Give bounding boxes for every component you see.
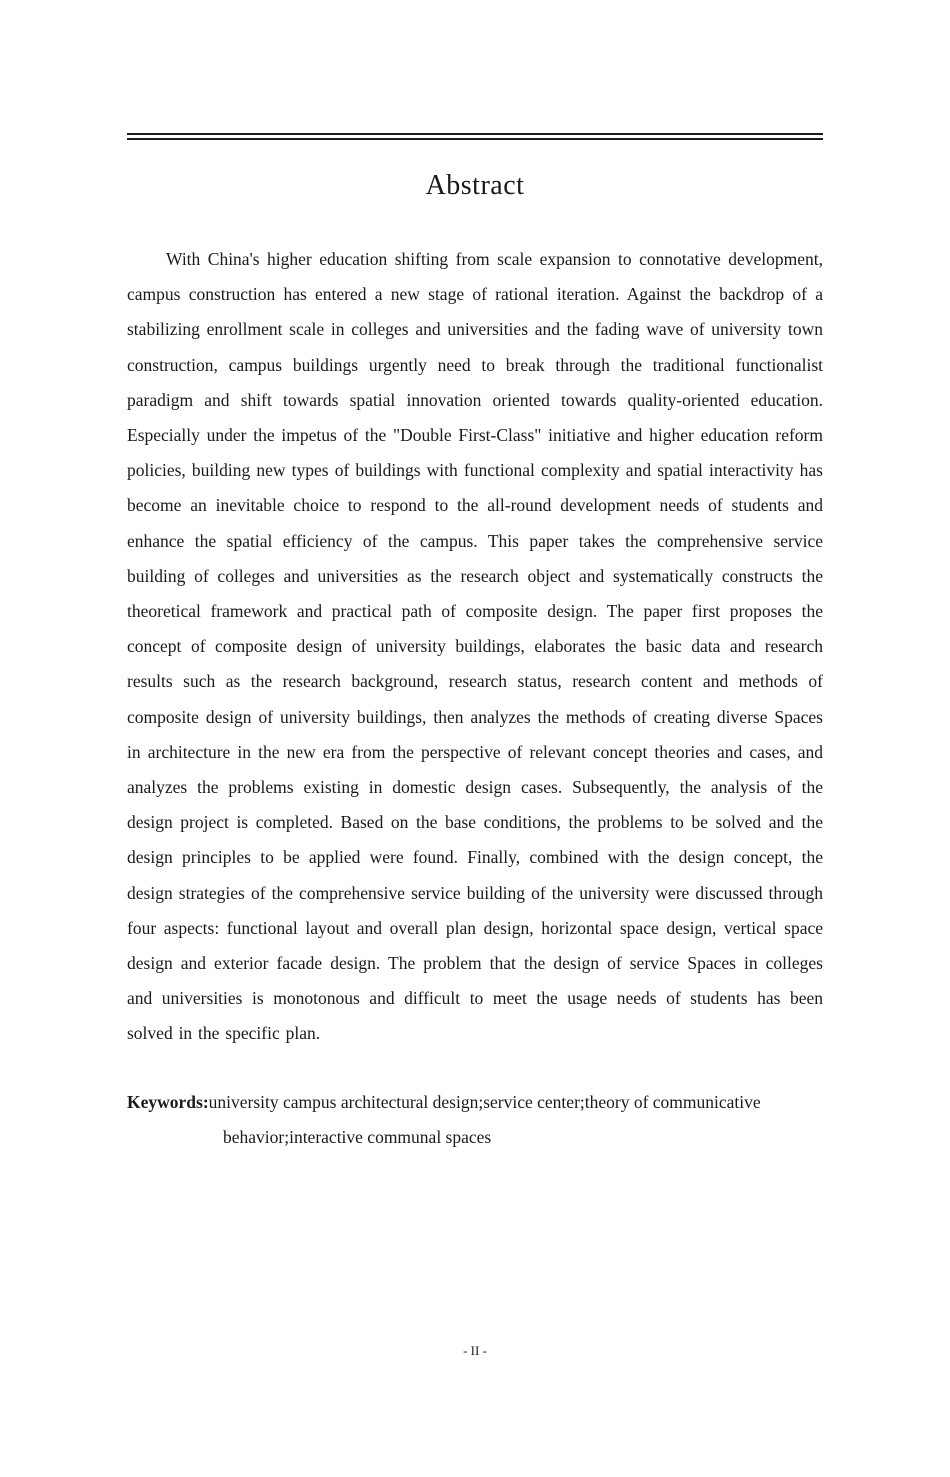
document-page (127, 133, 823, 1155)
keywords-block (127, 1085, 823, 1155)
page-title: Abstract (425, 170, 525, 201)
header-double-rule (127, 133, 823, 140)
keywords-text: university campus architectural design;service center;theory of communicative behavior;interactive communal spaces (208, 1091, 761, 1147)
abstract-paragraph: With China's higher education shifting from scale expansion to connotative development, campus construction has entered a new stage of rational iteration. Against the backdrop of a stabilizing enrollment scale in colleges and universities and the fading wave of university town construction, campus buildings urgently need to break through the traditional functionalist paradigm and shift towards spatial innovation oriented towards quality-oriented education. Especially under the impetus of the "Double First-Class" initiative and higher education reform policies, building new types of buildings with functional complexity and spatial interactivity has become an inevitable choice to respond to the all-round development needs of students and enhance the spatial efficiency of the campus. This paper takes the comprehensive service building of colleges and universities as the research object and systematically constructs the theoretical framework and practical path of composite design. The paper first proposes the concept of composite design of university buildings, elaborates the basic data and research results such as the research background, research status, research content and methods of composite design of university buildings, then analyzes the methods of creating diverse Spaces in architecture in the new era from the perspective of relevant concept theories and cases, and analyzes the problems existing in domestic design cases. Subsequently, the analysis of the design project is completed. Based on the base conditions, the problems to be solved and the design principles to be applied were found. Finally, combined with the design concept, the design strategies of the comprehensive service building of the university were discussed through four aspects: functional layout and overall plan design, horizontal space design, vertical space design and exterior facade design. The problem that the design of service Spaces in colleges and universities is monotonous and difficult to meet the usage needs of students has been solved in the specific plan. (127, 249, 823, 1044)
page-number: - II - (463, 1343, 487, 1358)
keywords-label: Keywords: (127, 1091, 209, 1112)
